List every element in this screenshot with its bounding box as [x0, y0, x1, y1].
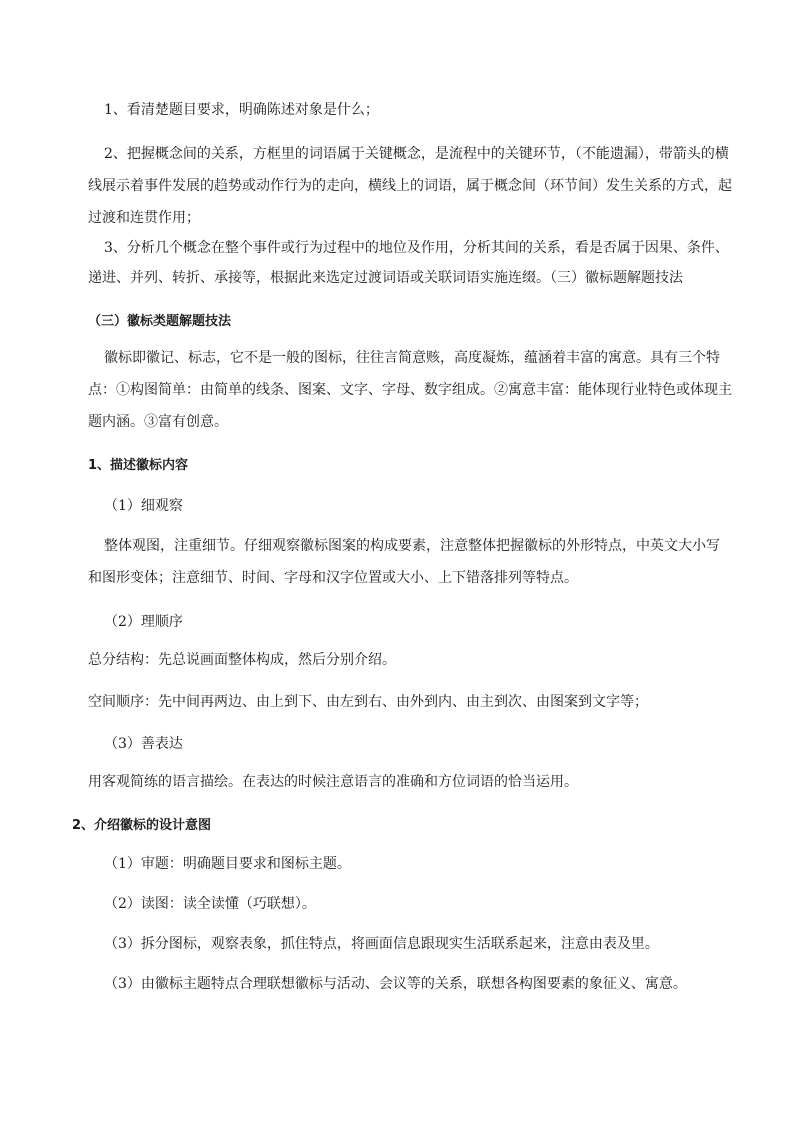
intro-point-3-line-2: 递进、并列、转折、承接等，根据此来选定过渡词语或关联词语实施连缀。（三）徽标题解题技法 — [88, 270, 683, 286]
part-2-step-4: （3）由徽标主题特点合理联想徽标与活动、会议等的关系，联想各构图要素的象征义、寓意。 — [104, 976, 687, 992]
part-2-heading: 2、介绍徽标的设计意图 — [72, 818, 212, 833]
part-1-sub-1-line-2: 和图形变体；注意细节、时间、字母和汉字位置或大小、上下错落排列等特点。 — [88, 570, 578, 586]
part-1-sub-1-line-1: 整体观图，注重细节。仔细观察徽标图案的构成要素，注意整体把握徽标的外形特点，中英文大小写 — [104, 538, 720, 554]
part-1-sub-2-line-2: 空间顺序：先中间再两边、由上到下、由左到右、由外到内、由主到次、由图案到文字等； — [88, 694, 648, 710]
intro-point-1: 1、看清楚题目要求，明确陈述对象是什么； — [104, 102, 379, 118]
part-2-step-3: （3）拆分图标，观察表象，抓住特点，将画面信息跟现实生活联系起来，注意由表及里。 — [104, 936, 659, 952]
part-1-heading: 1、描述徽标内容 — [88, 458, 189, 473]
part-1-sub-2-title: （2）理顺序 — [104, 614, 183, 630]
intro-point-3-line-1: 3、分析几个概念在整个事件或行为过程中的地位及作用，分析其间的关系，看是否属于因果、条件、 — [104, 240, 729, 256]
part-2-step-2: （2）读图：读全读懂（巧联想）。 — [104, 896, 316, 912]
part-1-sub-3-title: （3）善表达 — [104, 736, 183, 752]
section-3-intro-line-1: 徽标即徽记、标志，它不是一般的图标，往往言简意赅，高度凝炼，蕴涵着丰富的寓意。具有三个特 — [104, 350, 720, 366]
intro-point-2-line-2: 线展示着事件发展的趋势或动作行为的走向，横线上的词语，属于概念间（环节间）发生关系的方式，起 — [88, 178, 732, 194]
intro-point-2-line-3: 过渡和连贯作用； — [88, 210, 200, 226]
part-2-step-1: （1）审题：明确题目要求和图标主题。 — [104, 856, 351, 872]
part-1-sub-1-title: （1）细观察 — [104, 498, 183, 514]
part-1-sub-3-line-1: 用客观简练的语言描绘。在表达的时候注意语言的准确和方位词语的恰当运用。 — [88, 774, 578, 790]
section-3-heading: （三）徽标类题解题技法 — [88, 314, 232, 329]
section-3-intro-line-3: 题内涵。③富有创意。 — [88, 414, 228, 430]
section-3-intro-line-2: 点：①构图简单：由简单的线条、图案、文字、字母、数字组成。②寓意丰富：能体现行业特色或体现主 — [88, 382, 732, 398]
part-1-sub-2-line-1: 总分结构：先总说画面整体构成，然后分别介绍。 — [88, 652, 396, 668]
intro-point-2-line-1: 2、把握概念间的关系，方框里的词语属于关键概念，是流程中的关键环节，（不能遗漏），带箭头的横 — [104, 146, 729, 162]
